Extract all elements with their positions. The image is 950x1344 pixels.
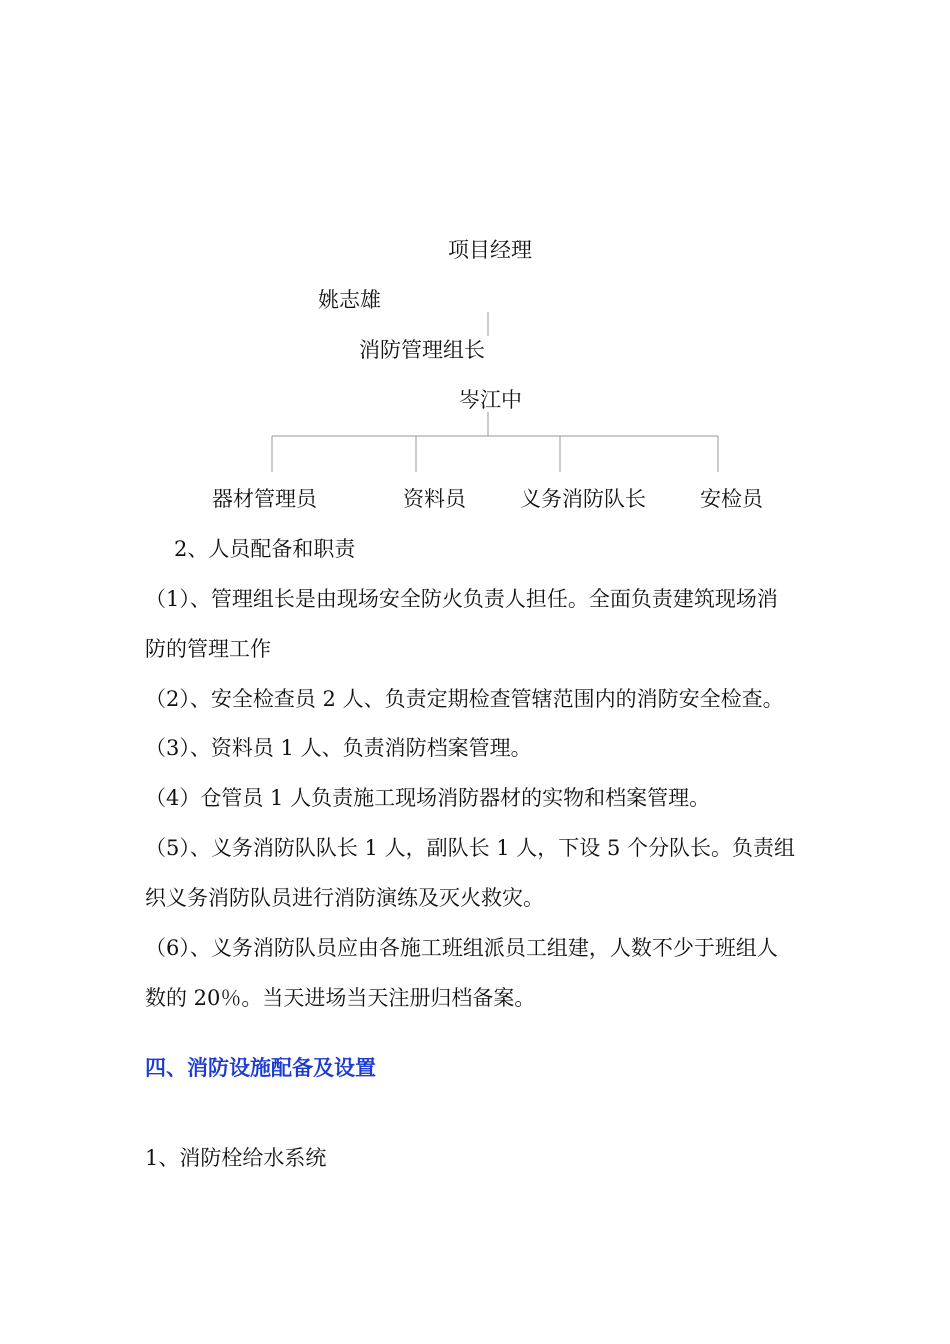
org-child-volunteer-captain: 义务消防队长	[520, 487, 646, 511]
org-mid-title: 消防管理组长	[359, 338, 485, 362]
org-child-records-clerk: 资料员	[403, 487, 466, 511]
section4-heading: 四、消防设施配备及设置	[145, 1056, 376, 1080]
org-child-safety-inspector: 安检员	[700, 487, 763, 511]
section4-subheading-1: 1、消防栓给水系统	[145, 1146, 327, 1170]
org-mid-name: 岑江中	[459, 388, 522, 412]
paragraph-4: （4）仓管员 1 人负责施工现场消防器材的实物和档案管理。	[145, 786, 711, 810]
org-child-equipment-manager: 器材管理员	[212, 487, 317, 511]
paragraph-5-line-2: 织义务消防队员进行消防演练及灭火救灾。	[145, 886, 544, 910]
paragraph-1-line-1: （1）、管理组长是由现场安全防火负责人担任。全面负责建筑现场消	[145, 587, 778, 611]
paragraph-2: （2）、安全检查员 2 人、负责定期检查管辖范围内的消防安全检查。	[145, 687, 784, 711]
paragraph-3: （3）、资料员 1 人、负责消防档案管理。	[145, 736, 532, 760]
paragraph-5-line-1: （5）、义务消防队队长 1 人，副队长 1 人，下设 5 个分队长。负责组	[145, 836, 795, 860]
paragraph-6-line-2: 数的 20％。当天进场当天注册归档备案。	[145, 986, 536, 1010]
paragraph-6-line-1: （6）、义务消防队员应由各施工班组派员工组建，人数不少于班组人	[145, 936, 778, 960]
org-top-name: 姚志雄	[318, 288, 381, 312]
paragraph-1-line-2: 防的管理工作	[145, 637, 271, 661]
section2-heading: 2、人员配备和职责	[174, 537, 356, 561]
org-top-title: 项目经理	[448, 238, 532, 262]
